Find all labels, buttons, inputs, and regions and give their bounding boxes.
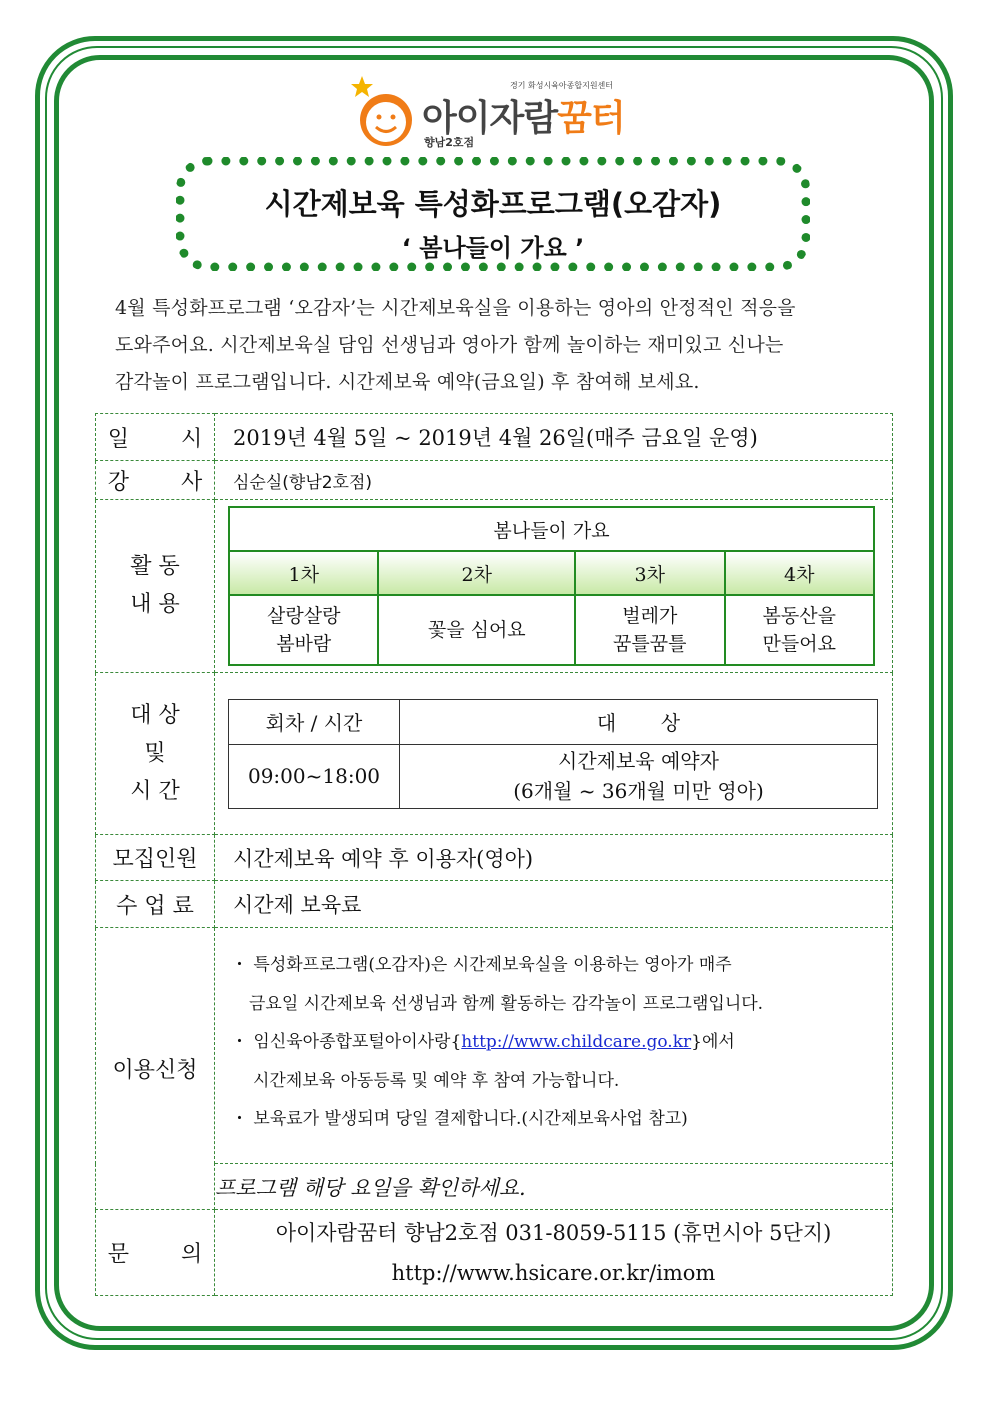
logo-branch: 향남2호점 xyxy=(424,136,475,149)
session-4: 4차 xyxy=(725,551,875,595)
recruit-value: 시간제보육 예약 후 이용자(영아) xyxy=(215,835,893,881)
recruit-label: 모집인원 xyxy=(96,835,215,881)
program-table xyxy=(95,413,893,1296)
teacher-label: 강 사 xyxy=(96,461,215,500)
target-col1-header: 회차 / 시간 xyxy=(229,699,400,744)
teacher-value: 심순실(향남2호점) xyxy=(215,461,893,500)
contact-url[interactable]: http://www.hsicare.or.kr/imom xyxy=(391,1260,716,1285)
fee-row xyxy=(96,881,893,928)
session-2: 2차 xyxy=(378,551,575,595)
fee-label: 수 업 료 xyxy=(96,881,215,928)
intro-paragraph: 4월 특성화프로그램 ‘오감자’는 시간제보육실을 이용하는 영아의 안정적인 적응을 도와주어요. 시간제보육실 담임 선생님과 영아가 함께 놀이하는 재미있고 신나는 감각놀이 프로그램입니다. 시간제보육 예약(금요일) 후 참여해 보세요. xyxy=(115,297,796,393)
contact-info xyxy=(215,1210,893,1296)
target-label: 대 상 및 시 간 xyxy=(96,673,215,835)
content-1: 살랑살랑 봄바람 xyxy=(229,595,378,665)
session-1: 1차 xyxy=(229,551,378,595)
target-who: 시간제보육 예약자 (6개월 ~ 36개월 미만 영아) xyxy=(400,744,878,808)
apply-row xyxy=(96,928,893,1164)
page-title: 시간제보육 특성화프로그램(오감자) xyxy=(264,187,722,221)
content-3: 벌레가 꿈틀꿈틀 xyxy=(575,595,724,665)
logo-org: 경기 화성시육아종합지원센터 xyxy=(510,81,614,90)
logo xyxy=(350,72,650,152)
contact-row xyxy=(96,1210,893,1296)
recruit-row xyxy=(96,835,893,881)
session-3: 3차 xyxy=(575,551,724,595)
activity-row xyxy=(96,500,893,673)
child-face-logo-icon xyxy=(350,72,420,152)
activity-label: 활 동 내 용 xyxy=(96,500,215,673)
teacher-row xyxy=(96,461,893,500)
contact-label: 문 의 xyxy=(96,1210,215,1296)
target-row xyxy=(96,673,893,835)
content-2: 꽃을 심어요 xyxy=(378,595,575,665)
page-subtitle: ‘ 봄나들이 가요 ’ xyxy=(401,234,585,262)
apply-note-row xyxy=(96,1164,893,1210)
date-value: 2019년 4월 5일 ~ 2019년 4월 26일(매주 금요일 운영) xyxy=(215,414,893,461)
target-table xyxy=(228,699,878,809)
apply-label: 이용신청 xyxy=(96,928,215,1210)
apply-details: ・ 특성화프로그램(오감자)은 시간제보육실을 이용하는 영아가 매주 금요일 시간제보육 선생님과 함께 활동하는 감각놀이 프로그램입니다. ・ 임신육아종합포털아이사랑{http://www.childcare.go.kr}에서 시간제보육 아동등록 및 예약 후 참여 가능합니다. ・ 보육료가 발생되며 당일 결제합니다.(시간제보육사업 참고) xyxy=(215,928,893,1164)
target-cell xyxy=(215,673,893,835)
title-box xyxy=(176,157,810,271)
contact-phone: 아이자람꿈터 향남2호점 031-8059-5115 (휴먼시아 5단지) xyxy=(275,1220,832,1245)
date-row xyxy=(96,414,893,461)
activity-cell xyxy=(215,500,893,673)
fee-value: 시간제 보육료 xyxy=(215,881,893,928)
date-label: 일 시 xyxy=(96,414,215,461)
content-4: 봄동산을 만들어요 xyxy=(725,595,875,665)
activity-table xyxy=(228,506,875,666)
childcare-link[interactable]: http://www.childcare.go.kr xyxy=(461,1032,692,1052)
apply-note: 프로그램 해당 요일을 확인하세요. xyxy=(215,1164,893,1210)
target-time: 09:00~18:00 xyxy=(229,744,400,808)
logo-name: 아이자람꿈터 xyxy=(422,98,625,139)
activity-title: 봄나들이 가요 xyxy=(229,507,874,551)
target-col2-header: 대 상 xyxy=(400,699,878,744)
